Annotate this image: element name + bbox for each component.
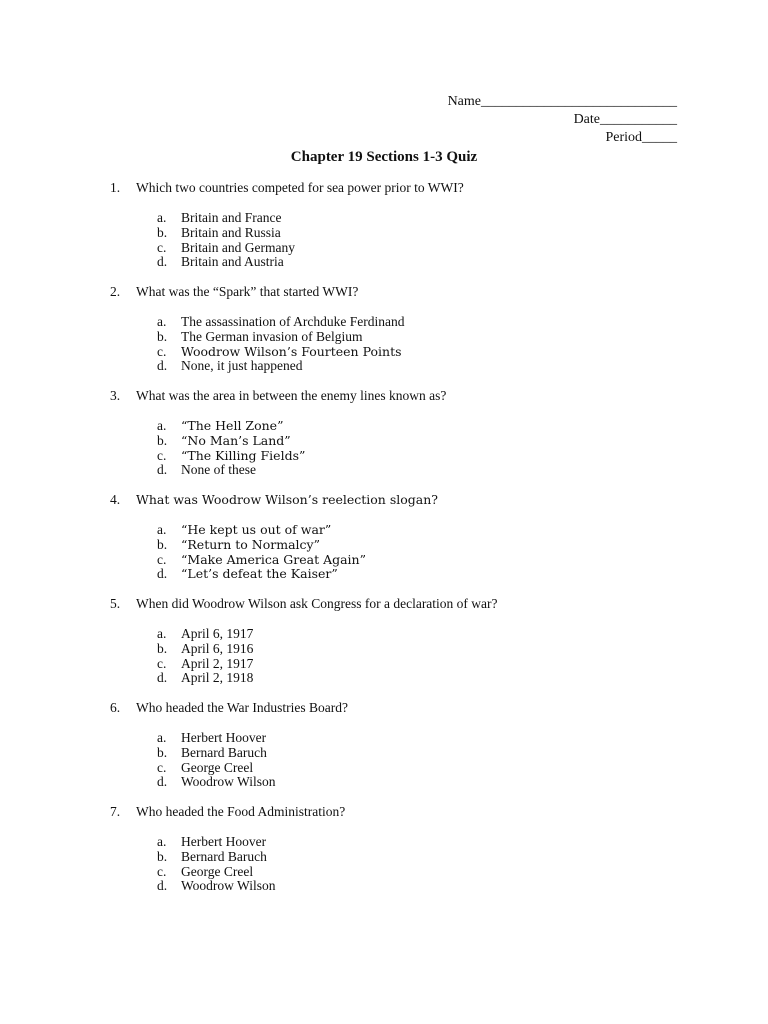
choice-letter: b.: [157, 744, 168, 760]
choice-letter: b.: [157, 536, 168, 552]
question-text: Who headed the War Industries Board?: [136, 700, 348, 715]
choice-text: Herbert Hoover: [181, 730, 267, 745]
question-text: Which two countries competed for sea power prior to WWI?: [136, 180, 464, 195]
choice-text: “He kept us out of war”: [181, 522, 332, 537]
choice-item: [0, 670, 768, 685]
choice-letter: d.: [157, 358, 168, 374]
choice-letter: a.: [157, 730, 167, 745]
choice-text: Woodrow Wilson’s Fourteen Points: [181, 343, 402, 359]
question-text: What was the area in between the enemy lines known as?: [136, 388, 447, 403]
choice-item: [0, 522, 768, 537]
choice-letter: a.: [157, 626, 167, 641]
choice-item: [0, 641, 768, 656]
quiz-title: Chapter 19 Sections 1-3 Quiz: [290, 149, 478, 165]
choice-text: “The Hell Zone”: [181, 418, 284, 433]
choice-item: [0, 329, 768, 344]
question-number: 1.: [110, 180, 121, 195]
choice-item: [0, 849, 768, 864]
choice-item: [0, 358, 768, 373]
choice-letter: d.: [157, 254, 168, 270]
choice-item: [0, 225, 768, 240]
choice-text: Woodrow Wilson: [181, 774, 276, 790]
choice-letter: b.: [157, 848, 168, 864]
choice-letter: c.: [157, 655, 167, 671]
choice-list: [0, 730, 768, 789]
date-field: Date___________: [573, 112, 677, 127]
choice-letter: c.: [157, 239, 167, 255]
choice-letter: b.: [157, 328, 168, 344]
choice-text: April 2, 1918: [181, 670, 254, 686]
choice-letter: b.: [157, 224, 168, 240]
question-number: 4.: [110, 492, 121, 507]
choice-list: [0, 626, 768, 685]
choice-letter: a.: [157, 314, 167, 329]
question-number: 7.: [110, 804, 121, 819]
question-number: 3.: [110, 388, 121, 403]
name-field: Name____________________________: [447, 94, 677, 109]
choice-text: “No Man’s Land”: [181, 432, 291, 448]
choice-text: “Return to Normalcy”: [181, 536, 320, 552]
choice-item: [0, 210, 768, 225]
choice-text: Bernard Baruch: [181, 848, 267, 864]
choice-text: George Creel: [181, 863, 254, 879]
question-number: 6.: [110, 700, 121, 715]
choice-letter: d.: [157, 566, 168, 582]
choice-list: [0, 314, 768, 373]
choice-text: April 6, 1916: [181, 640, 254, 656]
choice-item: [0, 314, 768, 329]
choice-list: [0, 522, 768, 581]
period-field: Period_____: [605, 130, 677, 145]
choice-item: [0, 656, 768, 671]
choice-item: [0, 834, 768, 849]
choice-text: “Make America Great Again”: [181, 551, 366, 567]
choice-text: The German invasion of Belgium: [181, 328, 363, 344]
choice-list: [0, 834, 768, 893]
choice-text: None of these: [181, 462, 256, 478]
choice-item: [0, 864, 768, 879]
choice-letter: b.: [157, 432, 168, 448]
question-text: Who headed the Food Administration?: [136, 804, 346, 819]
choice-item: [0, 433, 768, 448]
choice-text: George Creel: [181, 759, 254, 775]
choice-item: [0, 745, 768, 760]
choice-letter: d.: [157, 462, 168, 478]
choice-text: April 6, 1917: [181, 626, 254, 641]
choice-letter: a.: [157, 418, 167, 433]
choice-letter: c.: [157, 863, 167, 879]
choice-text: “The Killing Fields”: [181, 447, 306, 463]
choice-item: [0, 774, 768, 789]
choice-text: None, it just happened: [181, 358, 303, 374]
choice-letter: d.: [157, 774, 168, 790]
choice-item: [0, 240, 768, 255]
choice-text: Britain and Austria: [181, 254, 284, 270]
choice-letter: d.: [157, 670, 168, 686]
question-number: 2.: [110, 284, 121, 299]
choice-text: Britain and France: [181, 210, 282, 225]
choice-text: Britain and Germany: [181, 239, 295, 255]
choice-letter: c.: [157, 343, 167, 359]
choice-list: [0, 418, 768, 477]
choice-letter: a.: [157, 522, 167, 537]
question-text: What was Woodrow Wilson’s reelection slogan?: [136, 492, 438, 507]
choice-text: Woodrow Wilson: [181, 878, 276, 894]
choice-item: [0, 552, 768, 567]
choice-letter: d.: [157, 878, 168, 894]
choice-item: [0, 344, 768, 359]
choice-item: [0, 254, 768, 269]
choice-item: [0, 537, 768, 552]
choice-letter: a.: [157, 210, 167, 225]
choice-item: [0, 760, 768, 775]
choice-letter: c.: [157, 551, 167, 567]
choice-text: “Let’s defeat the Kaiser”: [181, 566, 338, 582]
choice-text: Britain and Russia: [181, 224, 281, 240]
choice-text: April 2, 1917: [181, 655, 254, 671]
choice-item: [0, 462, 768, 477]
choice-item: [0, 566, 768, 581]
choice-text: Bernard Baruch: [181, 744, 267, 760]
choice-item: [0, 878, 768, 893]
choice-item: [0, 418, 768, 433]
choice-letter: c.: [157, 447, 167, 463]
choice-item: [0, 626, 768, 641]
choice-text: The assassination of Archduke Ferdinand: [181, 314, 405, 329]
choice-item: [0, 448, 768, 463]
question-text: What was the “Spark” that started WWI?: [136, 284, 359, 299]
choice-letter: a.: [157, 834, 167, 849]
choice-item: [0, 730, 768, 745]
choice-list: [0, 210, 768, 269]
choice-letter: c.: [157, 759, 167, 775]
choice-letter: b.: [157, 640, 168, 656]
question-text: When did Woodrow Wilson ask Congress for a declaration of war?: [136, 596, 498, 611]
choice-text: Herbert Hoover: [181, 834, 267, 849]
question-number: 5.: [110, 596, 121, 611]
